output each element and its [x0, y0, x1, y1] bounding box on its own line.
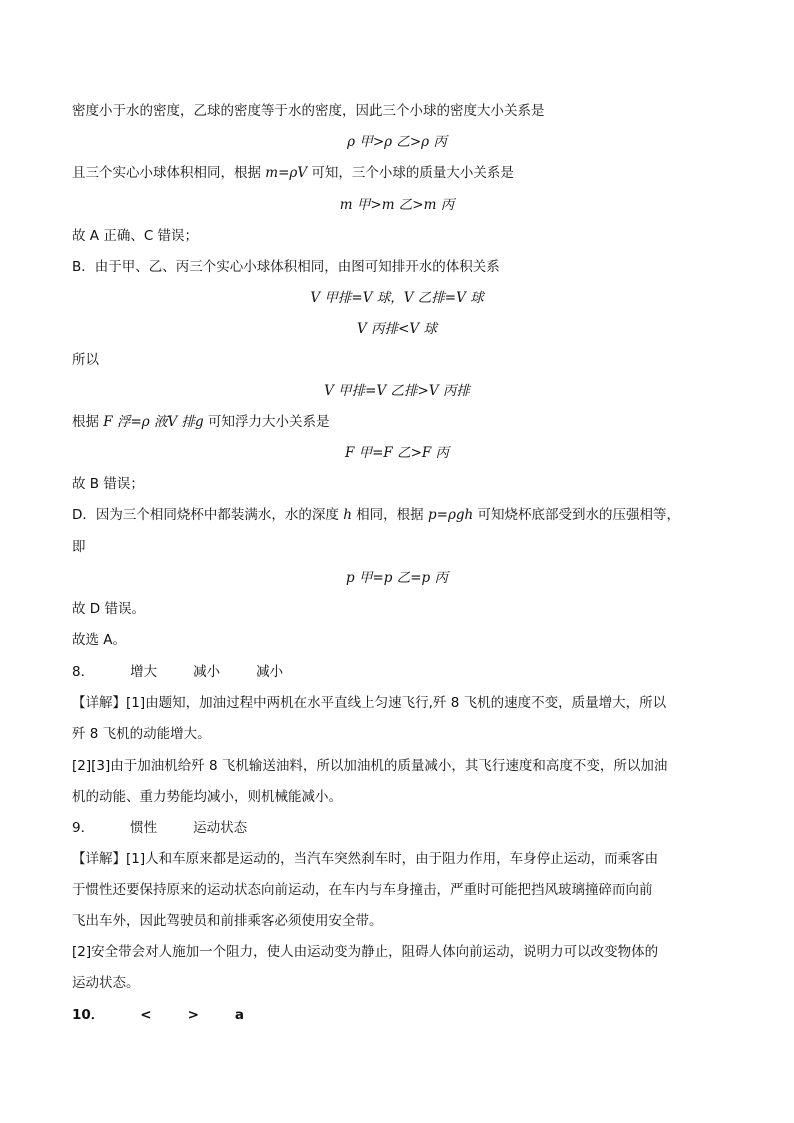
- text-line: [2][3]由于加油机给歼 8 飞机输送油料，所以加油机的质量减小，其飞行速度和高度不变，所以加油: [72, 758, 668, 774]
- formula-pressure: p 甲=p 乙=p 丙: [346, 570, 448, 586]
- text-segment: 相同，根据: [351, 507, 428, 523]
- formula-mass: m 甲>m 乙>m 丙: [339, 197, 455, 213]
- text-segment: D．因为三个相同烧杯中都装满水，水的深度: [72, 507, 344, 523]
- text-line: 所以: [72, 352, 99, 368]
- answer-blank: >: [187, 1007, 199, 1023]
- text-line: 机的动能、重力势能均减小，则机械能减小。: [72, 789, 342, 805]
- formula-density: ρ 甲>ρ 乙>ρ 丙: [347, 134, 447, 150]
- text-line: 歼 8 飞机的动能增大。: [72, 726, 211, 742]
- text-line: [72, 412, 329, 432]
- text-line: 故 A 正确、C 错误；: [72, 228, 199, 244]
- inline-formula: p=ρgh: [427, 507, 474, 523]
- text-line: 故 B 错误；: [72, 476, 144, 492]
- formula-volume-3: V 甲排=V 乙排>V 丙排: [324, 383, 470, 399]
- answer-blank: 运动状态: [193, 820, 248, 836]
- text-line: [2]安全带会对人施加一个阻力，使人由运动变为静止，阻碍人体向前运动，说明力可以改变物体的: [72, 944, 659, 960]
- answer-blank: 减小: [193, 664, 221, 680]
- text-segment: 可知，三个小球的质量大小关系是: [307, 165, 514, 181]
- text-line: 飞出车外，因此驾驶员和前排乘客必须使用安全带。: [72, 913, 383, 929]
- inline-formula: m=ρV: [265, 165, 308, 181]
- text-segment: 可知烧杯底部受到水的压强相等，: [473, 507, 681, 523]
- answer-blank: 惯性: [130, 820, 158, 836]
- text-line: B．由于甲、乙、丙三个实心小球体积相同，由图可知排开水的体积关系: [72, 259, 500, 275]
- text-line: 运动状态。: [72, 975, 140, 991]
- text-segment: 且三个实心小球体积相同，根据: [72, 165, 266, 181]
- text-segment: 可知浮力大小关系是: [203, 414, 330, 430]
- answer-blank: 减小: [256, 664, 284, 680]
- text-line: 密度小于水的密度，乙球的密度等于水的密度，因此三个小球的密度大小关系是: [72, 103, 545, 119]
- text-line: 即: [72, 539, 86, 555]
- formula-volume-1: V 甲排=V 球，V 乙排=V 球: [310, 290, 484, 306]
- answer-blank: a: [234, 1007, 245, 1023]
- question-number: 10．: [72, 1007, 105, 1023]
- text-segment: 根据: [72, 414, 104, 430]
- question-number: 9．: [72, 820, 95, 836]
- answer-line-q9: [72, 818, 247, 838]
- inline-formula: h: [343, 507, 352, 523]
- text-line: [72, 505, 680, 525]
- text-line: [72, 163, 514, 183]
- text-line: 【详解】[1]人和车原来都是运动的，当汽车突然刹车时，由于阻力作用，车身停止运动，而乘客由: [72, 851, 659, 867]
- text-line: 于惯性还要保持原来的运动状态向前运动，在车内与车身撞击，严重时可能把挡风玻璃撞碎而向前: [72, 882, 653, 898]
- answer-line-q10: [72, 1005, 244, 1025]
- text-line: 故 D 错误。: [72, 601, 145, 617]
- answer-blank: <: [140, 1007, 152, 1023]
- text-line: 【详解】[1]由题知，加油过程中两机在水平直线上匀速飞行,歼 8 飞机的速度不变，质量增大，所以: [72, 695, 667, 711]
- inline-formula: F 浮=ρ 液V 排g: [103, 414, 204, 430]
- formula-buoyancy: F 甲=F 乙>F 丙: [344, 445, 450, 461]
- answer-line-q8: [72, 662, 283, 682]
- formula-volume-2: V 丙排<V 球: [357, 321, 437, 337]
- text-line: 故选 A。: [72, 632, 127, 648]
- answer-blank: 增大: [130, 664, 158, 680]
- question-number: 8．: [72, 664, 95, 680]
